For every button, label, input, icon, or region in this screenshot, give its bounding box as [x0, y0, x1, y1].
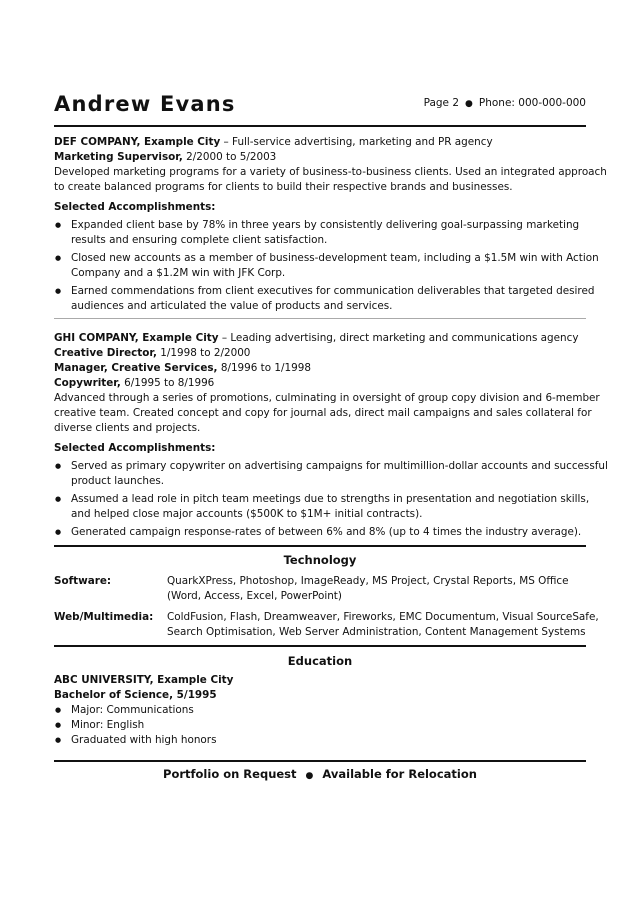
accomplishments-heading: Selected Accomplishments: [54, 442, 216, 454]
phone-number: Phone: 000-000-000 [478, 97, 586, 109]
job-title: Manager, Creative Services, [54, 362, 218, 374]
job-dates: 2/2000 to 5/2003 [186, 151, 277, 163]
degree: Bachelor of Science, 5/1995 [54, 689, 217, 701]
list-item: ● Expanded client base by 78% in three years by consistently delivering goal-surpassing marketing results and ensuring complete client satisfaction. [54, 218, 586, 248]
tech-label: Web/Multimedia: [54, 611, 154, 623]
tech-label: Software: [54, 575, 112, 587]
section-divider [54, 318, 586, 319]
section-title: Education [287, 654, 353, 668]
education-section [54, 654, 586, 748]
accomplishments-list [54, 218, 599, 314]
bullet-icon: ● [465, 99, 473, 109]
list-item: ● Graduated with high honors [54, 733, 586, 748]
job-entry [54, 135, 607, 317]
resume-footer [54, 767, 586, 784]
school-name: ABC UNIVERSITY, Example City [54, 674, 234, 686]
section-divider [54, 545, 586, 547]
job-title: Creative Director, [54, 347, 157, 359]
list-item: ● Served as primary copywriter on advertising campaigns for multimillion-dollar accounts and successful product launches. [54, 459, 586, 489]
section-divider [54, 645, 586, 647]
job-description-line: diverse clients and projects. [54, 422, 201, 434]
footer-portfolio: Portfolio on Request [163, 767, 297, 781]
company-description: – Leading advertising, direct marketing and communications agency [221, 332, 579, 344]
company-name: GHI COMPANY, Example City [54, 332, 219, 344]
tech-value: (Word, Access, Excel, PowerPoint) [167, 590, 342, 602]
job-dates: 1/1998 to 2/2000 [160, 347, 251, 359]
list-item: ● Earned commendations from client executives for communication deliverables that targeted desired audiences and articulated the value of products and services. [54, 284, 586, 314]
company-name: DEF COMPANY, Example City [54, 136, 221, 148]
company-description: – Full-service advertising, marketing and PR agency [223, 136, 493, 148]
list-item: ● Major: Communications [54, 703, 586, 718]
tech-row [54, 574, 586, 604]
education-list [54, 703, 586, 748]
section-divider [54, 760, 586, 762]
job-dates: 6/1995 to 8/1996 [124, 377, 215, 389]
candidate-name: Andrew Evans [54, 92, 236, 116]
job-description-line: to create balanced programs for clients to build their respective brands and businesses. [54, 181, 513, 193]
tech-row [54, 610, 599, 640]
bullet-icon: ● [305, 771, 314, 781]
list-item: ● Closed new accounts as a member of business-development team, including a $1.5M win with Action Company and a $1.2M win with JFK Corp. [54, 251, 586, 281]
job-title: Marketing Supervisor, [54, 151, 183, 163]
job-description-line: creative team. Created concept and copy for journal ads, direct mail campaigns and sales collateral for [54, 407, 592, 419]
section-title: Technology [283, 553, 357, 567]
accomplishments-heading: Selected Accomplishments: [54, 201, 216, 213]
tech-value: Search Optimisation, Web Server Administration, Content Management Systems [167, 626, 586, 638]
job-description-line: Advanced through a series of promotions, culminating in oversight of group copy division and 6-member [54, 392, 600, 404]
tech-value: ColdFusion, Flash, Dreamweaver, Fireworks, EMC Documentum, Visual SourceSafe, [167, 611, 599, 623]
technology-section [54, 553, 599, 640]
list-item: ● Minor: English [54, 718, 586, 733]
accomplishments-list [54, 459, 608, 540]
list-item: ● Assumed a lead role in pitch team meetings due to strengths in presentation and negotiation skills, and helped close major accounts ($500K to $1M+ initial contracts). [54, 492, 586, 522]
footer-relocation: Available for Relocation [322, 767, 477, 781]
page-number: Page 2 [423, 97, 460, 109]
contact-info [424, 97, 586, 109]
job-title: Copywriter, [54, 377, 121, 389]
tech-value: QuarkXPress, Photoshop, ImageReady, MS Project, Crystal Reports, MS Office [167, 575, 569, 587]
header-divider [54, 125, 586, 127]
job-dates: 8/1996 to 1/1998 [220, 362, 311, 374]
job-entry [54, 331, 608, 543]
job-description-line: Developed marketing programs for a variety of business-to-business clients. Used an integrated approach [54, 166, 607, 178]
list-item: ● Generated campaign response-rates of between 6% and 8% (up to 4 times the industry average). [54, 525, 586, 540]
resume-header [54, 92, 586, 124]
